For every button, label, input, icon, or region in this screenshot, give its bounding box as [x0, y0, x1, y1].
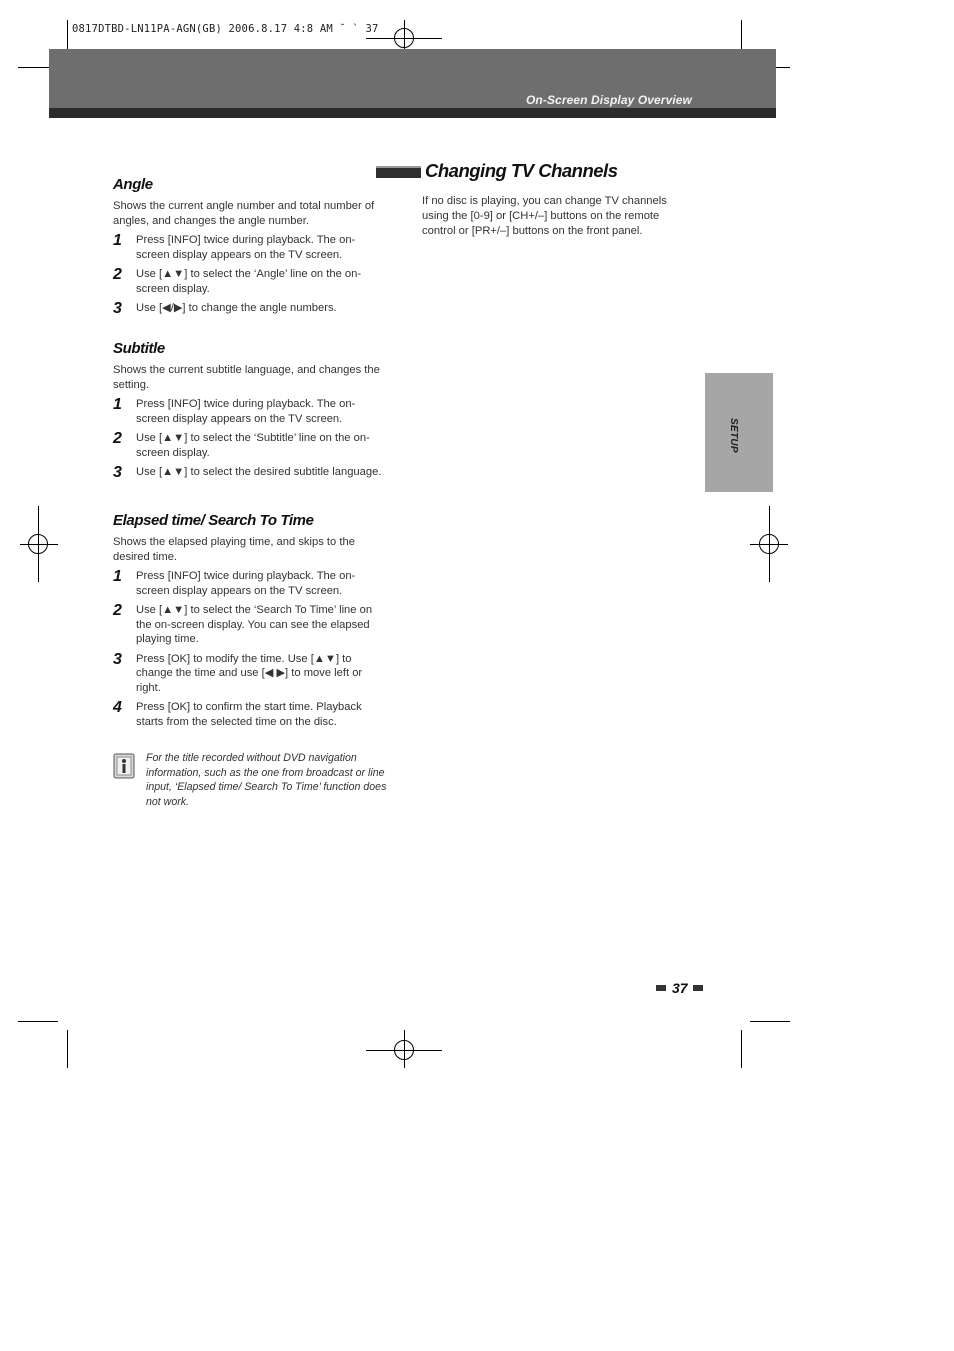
step — [113, 569, 388, 598]
section-description: Shows the current angle number and total number of angles, and changes the angle number. — [113, 200, 375, 227]
step-text: Press [INFO] twice during playback. The on-screen display appears on the TV screen. — [136, 398, 356, 425]
print-slug: 0817DTBD-LN11PA-AGN(GB) 2006.8.17 4:8 AM ˘ ` 37 — [72, 23, 379, 35]
section-title: Changing TV Channels — [425, 160, 618, 181]
section-description: Shows the elapsed playing time, and skips to the desired time. — [113, 536, 355, 563]
section-header-title: On-Screen Display Overview — [525, 93, 692, 107]
step — [113, 233, 388, 262]
page-number-block — [656, 980, 703, 996]
section-title: Elapsed time/ Search To Time — [113, 512, 314, 529]
step-text: Use [▲▼] to select the ‘Search To Time’ line on the on-screen display. You can see the elapsed playing time. — [136, 604, 373, 645]
step-text: Press [INFO] twice during playback. The on-screen display appears on the TV screen. — [136, 234, 356, 261]
note-icon — [113, 753, 135, 779]
angle-section — [113, 176, 388, 316]
step-number: 2 — [113, 266, 122, 283]
step-text: Press [OK] to modify the time. Use [▲▼] to change the time and use [◀ ▶] to move left or right. — [136, 652, 363, 694]
step-number: 3 — [113, 300, 122, 317]
right-heading — [376, 160, 617, 182]
header-bar — [49, 108, 776, 118]
step-number: 2 — [113, 602, 122, 619]
step — [113, 267, 388, 296]
note — [113, 751, 388, 809]
crop-mark — [67, 1030, 68, 1068]
elapsed-time-section — [113, 512, 388, 809]
page-number-marker — [693, 985, 703, 991]
title-marker-bar — [376, 166, 421, 178]
step-number: 1 — [113, 568, 122, 585]
step-number: 3 — [113, 464, 122, 481]
note-text: For the title recorded without DVD navigation information, such as the one from broadcast or line input, ‘Elapsed time/ Search To Time’ function does not work. — [146, 752, 387, 808]
side-tab-label: SETUP — [728, 418, 739, 453]
step — [113, 652, 388, 696]
section-description: If no disc is playing, you can change TV channels using the [0-9] or [CH+/–] buttons on the remote control or [PR+/–] buttons on the front panel. — [422, 195, 667, 237]
step — [113, 465, 388, 480]
left-column — [113, 176, 388, 833]
step — [113, 603, 388, 647]
step-text: Use [▲▼] to select the ‘Subtitle’ line on the on-screen display. — [136, 432, 370, 459]
step-number: 1 — [113, 232, 122, 249]
page-number-marker — [656, 985, 666, 991]
section-title: Subtitle — [113, 340, 165, 357]
step — [113, 431, 388, 460]
step — [113, 397, 388, 426]
section-title: Angle — [113, 176, 153, 193]
step-text: Press [INFO] twice during playback. The on-screen display appears on the TV screen. — [136, 570, 356, 597]
step-number: 1 — [113, 396, 122, 413]
step-text: Use [▲▼] to select the ‘Angle’ line on the on-screen display. — [136, 268, 362, 295]
step-text: Use [◀/▶] to change the angle numbers. — [136, 302, 337, 314]
crop-mark — [750, 1021, 790, 1022]
step-text: Press [OK] to confirm the start time. Playback starts from the selected time on the disc. — [136, 701, 362, 728]
section-description: Shows the current subtitle language, and changes the setting. — [113, 364, 380, 391]
step-number: 2 — [113, 430, 122, 447]
subtitle-section — [113, 340, 388, 480]
step-text: Use [▲▼] to select the desired subtitle language. — [136, 466, 382, 478]
crop-mark — [18, 1021, 58, 1022]
crop-mark — [741, 1030, 742, 1068]
side-tab — [705, 373, 773, 492]
step-number: 3 — [113, 650, 122, 668]
page-number: 37 — [672, 980, 688, 996]
step — [113, 301, 388, 316]
step — [113, 700, 388, 729]
step-number: 4 — [113, 699, 122, 716]
